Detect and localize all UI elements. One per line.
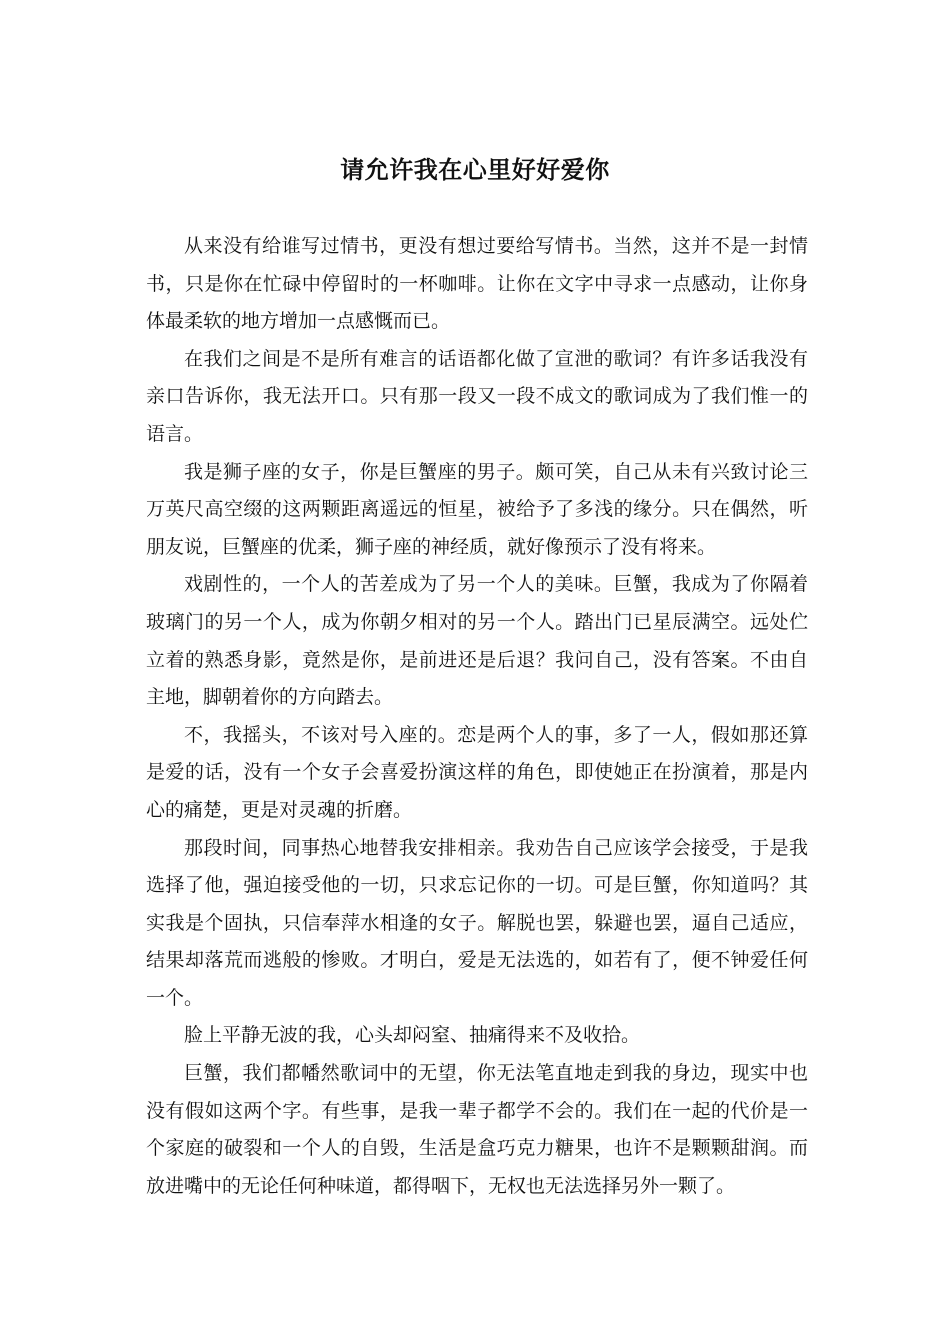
document-title: 请允许我在心里好好爱你 [340, 155, 610, 184]
paragraph-1: 从来没有给谁写过情书，更没有想过要给写情书。当然，这并不是一封情书，只是你在忙碌中停留时的一杯咖啡。让你在文字中寻求一点感动，让你身体最柔软的地方增加一点感慨而已。 [146, 235, 808, 333]
paragraph-8: 巨蟹，我们都幡然歌词中的无望，你无法笔直地走到我的身边，现实中也没有假如这两个字。有些事，是我一辈子都学不会的。我们在一起的代价是一个家庭的破裂和一个人的自毁，生活是盒巧克力糖果，也许不是颗颗甜润。而放进嘴中的无论任何种味道，都得咽下，无权也无法选择另外一颗了。 [146, 1062, 808, 1197]
paragraph-2: 在我们之间是不是所有难言的话语都化做了宣泄的歌词？有许多话我没有亲口告诉你，我无法开口。只有那一段又一段不成文的歌词成为了我们惟一的语言。 [146, 347, 808, 445]
paragraph-6: 那段时间，同事热心地替我安排相亲。我劝告自己应该学会接受，于是我选择了他，强迫接受他的一切，只求忘记你的一切。可是巨蟹，你知道吗？其实我是个固执，只信奉萍水相逢的女子。解脱也罢，躲避也罢，逼自己适应，结果却落荒而逃般的惨败。才明白，爱是无法选的，如若有了，便不钟爱任何一个。 [146, 836, 808, 1009]
paragraph-4: 戏剧性的，一个人的苦差成为了另一个人的美味。巨蟹，我成为了你隔着玻璃门的另一个人，成为你朝夕相对的另一个人。踏出门已星辰满空。远处伫立着的熟悉身影，竟然是你，是前进还是后退？我问自己，没有答案。不由自主地，脚朝着你的方向踏去。 [146, 573, 808, 709]
paragraph-7: 脸上平静无波的我，心头却闷窒、抽痛得来不及收拾。 [184, 1024, 641, 1047]
paragraph-5: 不，我摇头，不该对号入座的。恋是两个人的事，多了一人，假如那还算是爱的话，没有一个女子会喜爱扮演这样的角色，即使她正在扮演着，那是内心的痛楚，更是对灵魂的折磨。 [146, 723, 808, 821]
document-body [146, 228, 808, 1205]
paragraph-3: 我是狮子座的女子，你是巨蟹座的男子。颇可笑，自己从未有兴致讨论三万英尺高空缀的这两颗距离遥远的恒星，被给予了多浅的缘分。只在偶然，听朋友说，巨蟹座的优柔，狮子座的神经质，就好像预示了没有将来。 [146, 460, 808, 558]
